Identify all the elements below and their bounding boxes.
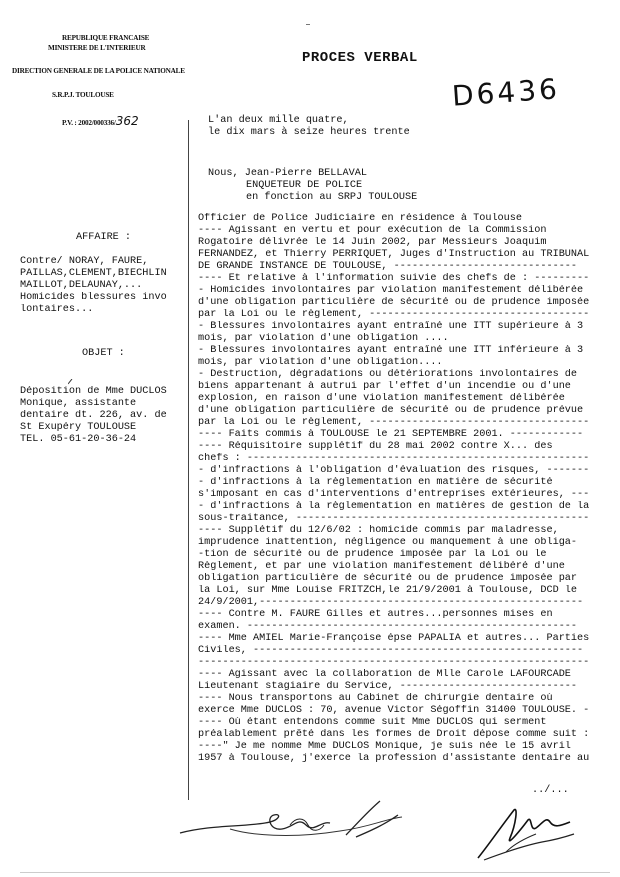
body-line: préalablement prêté dans les formes de Droit dépose comme suit :	[198, 729, 590, 740]
body-line: FERNANDEZ, et Thierry PERRIQUET, Juges d'Instruction au TRIBUNAL	[198, 249, 590, 260]
objet-line: Monique, assistante	[20, 398, 137, 409]
officer-line	[208, 168, 367, 180]
body-line: explosion, en raison d'une violation manifestement délibérée	[198, 393, 565, 404]
bullet-icon	[68, 372, 74, 378]
affaire-line: Homicides blessures invo	[20, 292, 167, 303]
bottom-rule	[20, 872, 610, 873]
top-mark	[306, 24, 310, 25]
objet-heading: OBJET :	[82, 348, 125, 359]
body-line: ---- Agissant avec la collaboration de Mlle Carole LAFOURCADE	[198, 669, 571, 680]
officer-assignment: en fonction au SRPJ TOULOUSE	[246, 192, 418, 203]
body-line: 1957 à Toulouse, j'exerce la profession d'assistante dentaire au	[198, 753, 590, 764]
body-line: ---- Faits commis à TOULOUSE le 21 SEPTEMBRE 2001. ------------	[198, 429, 584, 440]
body-line: d'une obligation particulière de sécurité ou de prudence imposée	[198, 297, 590, 308]
body-line: - d'infractions à l'obligation d'évaluation des risques, -------	[198, 465, 590, 476]
signature-witness-icon	[470, 798, 580, 868]
page-title: PROCES VERBAL	[302, 50, 418, 66]
affaire-heading: AFFAIRE :	[76, 232, 132, 243]
body-line: Lieutenant stagiaire du Service, -----------------------------	[198, 681, 578, 692]
body-line: obligation particulière de sécurité ou de prudence imposée par	[198, 573, 578, 584]
body-line: ---- Et relative à l'information suivie des chefs de : ---------	[198, 273, 590, 284]
body-line: - d'infractions à la règlementation en matière de sécurité	[198, 477, 553, 488]
body-line: Civiles, ------------------------------------------------------	[198, 645, 584, 656]
body-line: la Loi, sur Mme Louise FRITZCH,le 21/9/2001 à Toulouse, DCD le	[198, 585, 578, 596]
body-line: ---- Mme AMIEL Marie-Françoise épse PAPALIA et autres... Parties	[198, 633, 590, 644]
continuation-marker: ../...	[532, 785, 569, 796]
body-line: ---- Réquisitoire supplétif du 28 mai 2002 contre X... des	[198, 441, 553, 452]
body-line: exerce Mme DUCLOS : 70, avenue Victor Ségoffin 31400 TOULOUSE. -	[198, 705, 590, 716]
affaire-line: PAILLAS,CLEMENT,BIECHLIN	[20, 268, 167, 279]
body-line: examen. ------------------------------------------------------	[198, 621, 578, 632]
header-service: S.R.P.J. TOULOUSE	[52, 91, 114, 99]
pv-handwritten: 362	[115, 114, 139, 128]
body-line: mois, par violation d'une obligation ....	[198, 333, 449, 344]
body-line: ---- Agissant en vertu et pour exécution de la Commission	[198, 225, 547, 236]
pv-label: P.V. : 2002/000336/	[62, 119, 116, 127]
body-line: ---- Nous transportons au Cabinet de chirurgie dentaire où	[198, 693, 553, 704]
body-line: - Blessures involontaires ayant entraîné une ITT inférieure à 3	[198, 345, 584, 356]
column-divider	[188, 120, 189, 800]
body-line: Règlement, et par une violation manifestement délibéré d'une	[198, 561, 565, 572]
date-line-1: L'an deux mille quatre,	[208, 115, 349, 126]
body-line: ----------------------------------------------------------------	[198, 657, 590, 668]
body-line: DE GRANDE INSTANCE DE TOULOUSE, ------------------------------	[198, 261, 578, 272]
objet-line: dentaire dt. 226, av. de	[20, 410, 167, 421]
body-line: sous-traitance, ------------------------------------------------	[198, 513, 590, 524]
header-direction: DIRECTION GENERALE DE LA POLICE NATIONALE	[12, 67, 185, 75]
affaire-line: Contre/ NORAY, FAURE,	[20, 256, 149, 267]
objet-block	[20, 386, 167, 446]
affaire-line: lontaires...	[20, 304, 94, 315]
header-ministry: MINISTERE DE L'INTERIEUR	[48, 44, 146, 52]
pv-number	[62, 112, 139, 130]
body-line: - Homicides involontaires par violation manifestement délibérée	[198, 285, 584, 296]
body-line: ---- Supplétif du 12/6/02 : homicide commis par maladresse,	[198, 525, 559, 536]
affaire-line: MAILLOT,DELAUNAY,...	[20, 280, 143, 291]
body-line: s'imposant en cas d'interventions d'entreprises extérieures, ---	[198, 489, 590, 500]
objet-line: St Exupéry TOULOUSE	[20, 422, 137, 433]
officer-intro: Nous,	[208, 168, 239, 179]
body-line: biens appartenant à autrui par l'effet d'un incendie ou d'une	[198, 381, 571, 392]
objet-line: TEL. 05-61-20-36-24	[20, 434, 137, 445]
deposition-body	[198, 213, 616, 765]
body-line: - d'infractions à la règlementation en matières de gestion de la	[198, 501, 590, 512]
body-line: mois, par violation d'une obligation....	[198, 357, 443, 368]
handwritten-reference: D6436	[450, 72, 561, 113]
header-republic: REPUBLIQUE FRANCAISE	[62, 34, 150, 42]
body-line: 24/9/2001,-----------------------------------------------------	[198, 597, 584, 608]
body-line: chefs : --------------------------------------------------------	[198, 453, 590, 464]
body-line: imprudence inattention, négligence ou manquement à une obliga-	[198, 537, 578, 548]
officer-name: Jean-Pierre BELLAVAL	[244, 168, 367, 179]
body-line: - Blessures involontaires ayant entraîné une ITT supérieure à 3	[198, 321, 584, 332]
signature-investigator-icon	[170, 795, 430, 855]
body-line: d'une obligation particulière de sécurité ou de prudence prévue	[198, 405, 584, 416]
officer-rank: ENQUETEUR DE POLICE	[246, 180, 363, 191]
body-line: - Destruction, dégradations ou détériorations involontaires de	[198, 369, 578, 380]
body-line: Officier de Police Judiciaire en résidence à Toulouse	[198, 213, 523, 224]
affaire-block	[20, 256, 167, 316]
body-line: ----" Je me nomme Mme DUCLOS Monique, je suis née le 15 avril	[198, 741, 571, 752]
body-line: Rogatoire délivrée le 14 Juin 2002, par Messieurs Joaquim	[198, 237, 547, 248]
body-line: -tion de sécurité ou de prudence imposée par la Loi ou le	[198, 549, 547, 560]
objet-line: Déposition de Mme DUCLOS	[20, 386, 167, 397]
date-line-2: le dix mars à seize heures trente	[208, 127, 410, 138]
body-line: par la Loi ou le règlement, ------------------------------------	[198, 309, 590, 320]
body-line: ---- Où étant entendons comme suit Mme DUCLOS qui serment	[198, 717, 547, 728]
body-line: ---- Contre M. FAURE Gilles et autres...personnes mises en	[198, 609, 553, 620]
body-line: par la Loi ou le règlement, ------------------------------------	[198, 417, 590, 428]
